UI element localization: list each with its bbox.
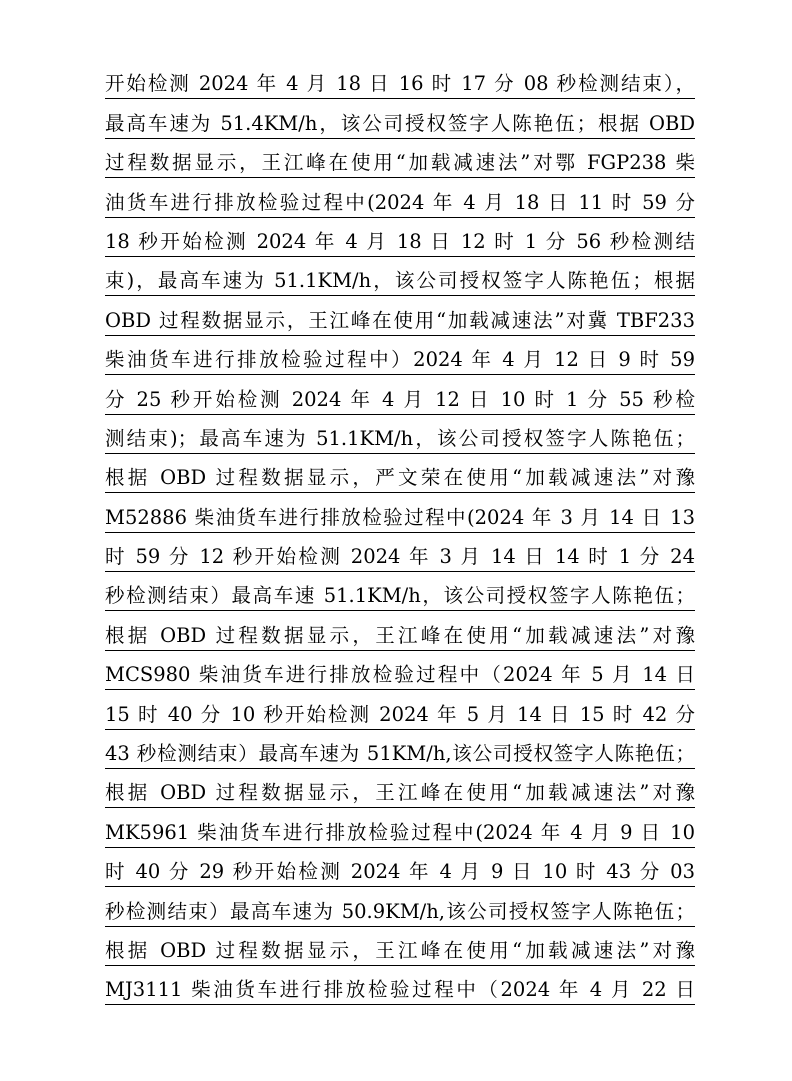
underline [105,571,695,572]
text-line [105,574,695,613]
text-line [105,141,695,180]
text-line [105,929,695,968]
underline [105,217,695,218]
underline [105,177,695,178]
underline [105,1004,695,1005]
line-text: 秒检测结束）最高车速 51.1KM/h，该公司授权签字人陈艳伍； [105,584,695,608]
underline [105,926,695,927]
text-line [105,771,695,810]
line-text: MJ3111 柴油货车进行排放检验过程中（2024 年 4 月 22 日 [105,978,695,1002]
underline [105,295,695,296]
text-line [105,180,695,219]
line-text: 过程数据显示，王江峰在使用“加载减速法”对鄂 FGP238 柴 [105,151,695,175]
underline [105,414,695,415]
line-text: 根据 OBD 过程数据显示，严文荣在使用“加载减速法”对豫 [105,466,695,490]
line-text: M52886 柴油货车进行排放检验过程中(2024 年 3 月 14 日 13 [105,505,695,529]
underline [105,729,695,730]
text-line [105,417,695,456]
text-line [105,810,695,849]
text-line [105,850,695,889]
line-text: 柴油货车进行排放检验过程中）2024 年 4 月 12 日 9 时 59 [105,348,695,372]
text-line [105,535,695,574]
underline [105,768,695,769]
line-text: 43 秒检测结束）最高车速为 51KM/h,该公司授权签字人陈艳伍； [105,742,695,766]
text-line [105,495,695,534]
underline [105,610,695,611]
line-text: 18 秒开始检测 2024 年 4 月 18 日 12 时 1 分 56 秒检测结 [105,229,695,253]
text-line [105,692,695,731]
underline [105,256,695,257]
text-line [105,889,695,928]
underline [105,532,695,533]
underline [105,374,695,375]
document-body [105,62,695,1007]
text-line [105,968,695,1007]
underline [105,138,695,139]
underline [105,807,695,808]
underline [105,492,695,493]
text-line [105,653,695,692]
underline [105,650,695,651]
text-line [105,298,695,337]
line-text: 开始检测 2024 年 4 月 18 日 16 时 17 分 08 秒检测结束）， [105,72,695,96]
line-text: 最高车速为 51.4KM/h，该公司授权签字人陈艳伍；根据 OBD [105,111,695,135]
line-text: 根据 OBD 过程数据显示，王江峰在使用“加载减速法”对豫 [105,781,695,805]
text-line [105,220,695,259]
line-text: 束)，最高车速为 51.1KM/h，该公司授权签字人陈艳伍；根据 [105,269,695,293]
line-text: MCS980 柴油货车进行排放检验过程中（2024 年 5 月 14 日 [105,663,695,687]
text-line [105,732,695,771]
line-text: 时 59 分 12 秒开始检测 2024 年 3 月 14 日 14 时 1 分 24 [105,545,695,569]
line-text: 分 25 秒开始检测 2024 年 4 月 12 日 10 时 1 分 55 秒检 [105,387,695,411]
underline [105,98,695,99]
line-text: 根据 OBD 过程数据显示，王江峰在使用“加载减速法”对豫 [105,623,695,647]
text-line [105,456,695,495]
line-text: 油货车进行排放检验过程中(2024 年 4 月 18 日 11 时 59 分 [105,190,695,214]
text-line [105,377,695,416]
underline [105,689,695,690]
line-text: 时 40 分 29 秒开始检测 2024 年 4 月 9 日 10 时 43 分 03 [105,860,695,884]
line-text: 15 时 40 分 10 秒开始检测 2024 年 5 月 14 日 15 时 42 分 [105,702,695,726]
underline [105,886,695,887]
line-text: 根据 OBD 过程数据显示，王江峰在使用“加载减速法”对豫 [105,938,695,962]
line-text: 秒检测结束）最高车速为 50.9KM/h,该公司授权签字人陈艳伍； [105,899,695,923]
line-text: OBD 过程数据显示，王江峰在使用“加载减速法”对冀 TBF233 [105,308,695,332]
text-line [105,338,695,377]
underline [105,965,695,966]
text-line [105,259,695,298]
line-text: MK5961 柴油货车进行排放检验过程中(2024 年 4 月 9 日 10 [105,820,695,844]
text-line [105,613,695,652]
underline [105,847,695,848]
text-line [105,101,695,140]
line-text: 测结束)；最高车速为 51.1KM/h，该公司授权签字人陈艳伍； [105,426,695,450]
underline [105,453,695,454]
underline [105,335,695,336]
text-line [105,62,695,101]
